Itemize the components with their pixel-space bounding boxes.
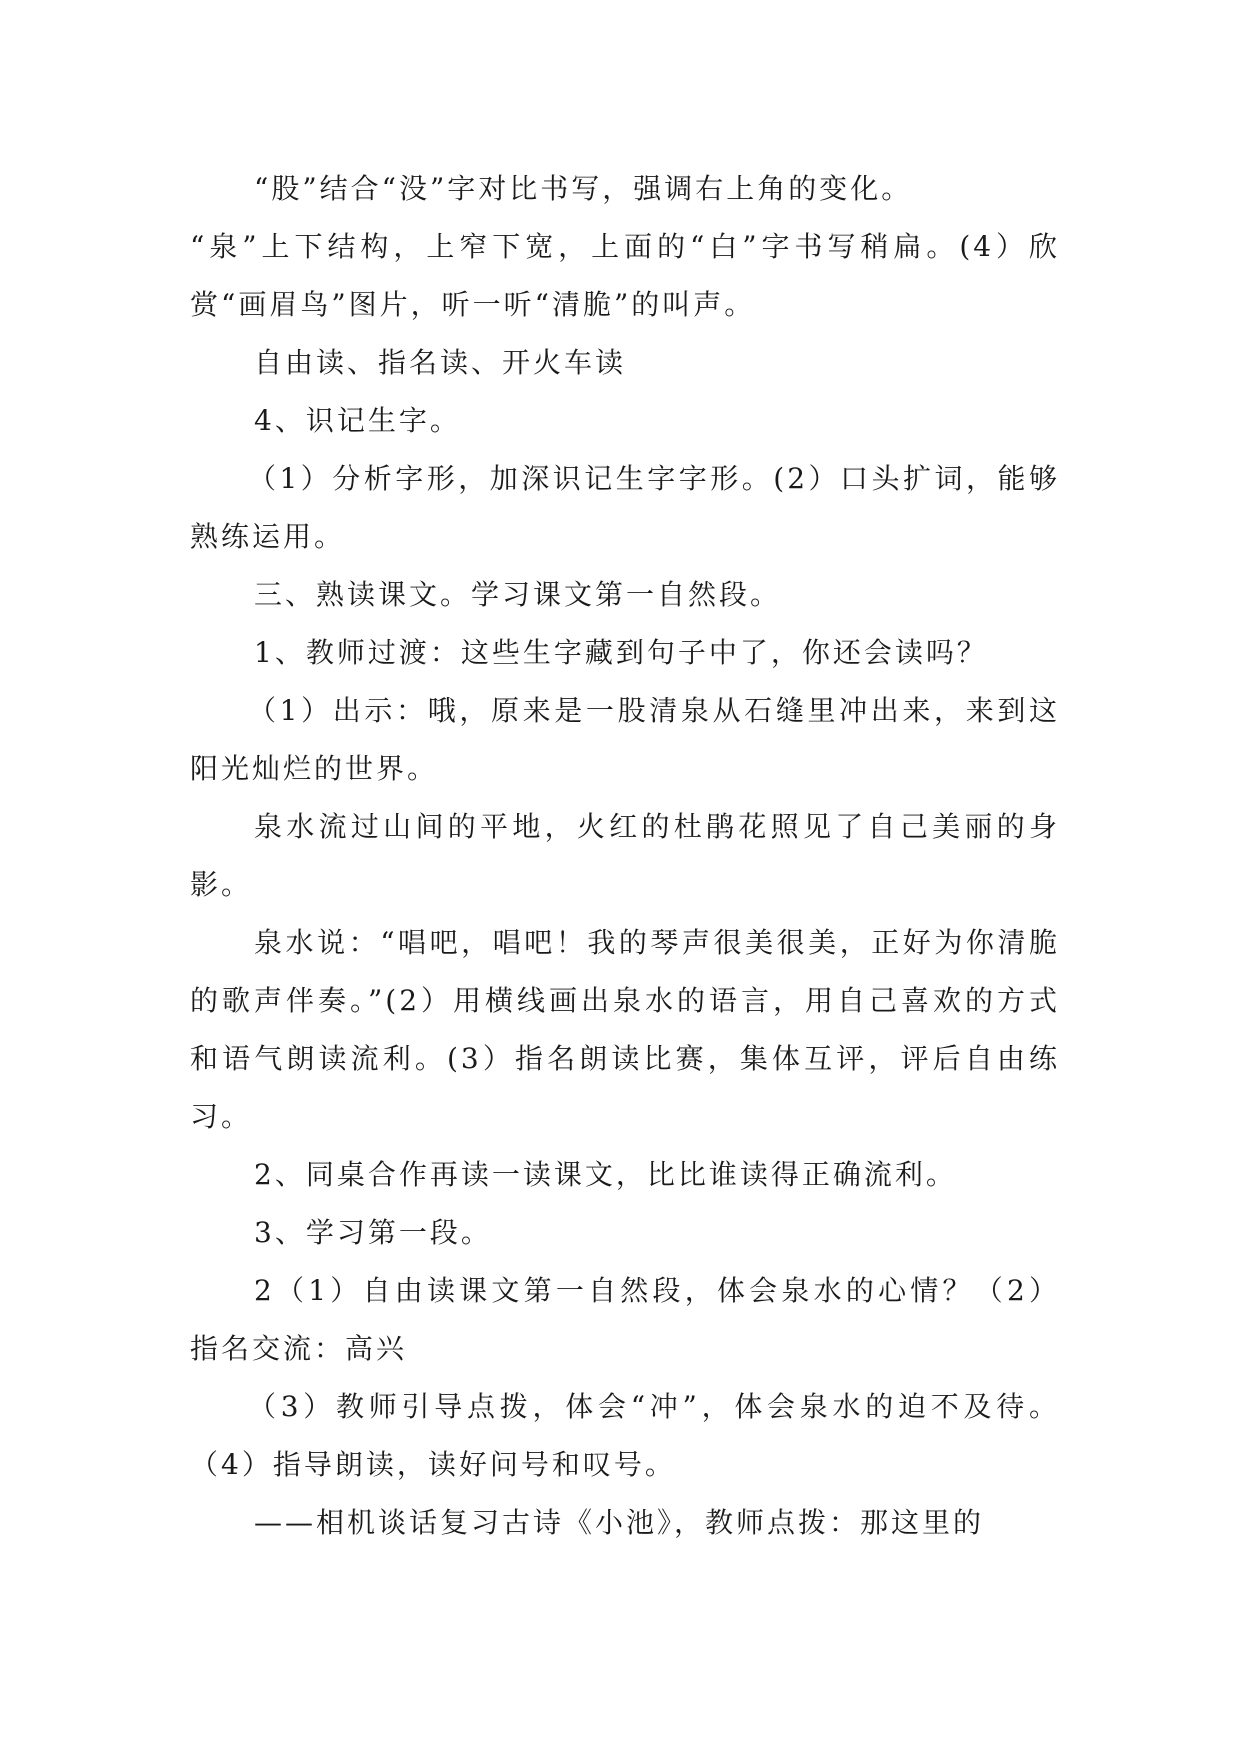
paragraph: （1）分析字形，加深识记生字字形。(2）口头扩词，能够熟练运用。 — [190, 462, 1060, 553]
document-body — [190, 160, 1060, 1552]
paragraph: 泉水说：“唱吧，唱吧！我的琴声很美很美，正好为你清脆的歌声伴奏。”(2）用横线画出泉水的语言，用自己喜欢的方式和语气朗读流利。(3）指名朗读比赛，集体互评，评后自由练习。 — [190, 926, 1060, 1133]
paragraph: （1）出示：哦，原来是一股清泉从石缝里冲出来，来到这阳光灿烂的世界。 — [190, 694, 1060, 785]
paragraph: 3、学习第一段。 — [254, 1216, 492, 1249]
paragraph: （3）教师引导点拨，体会“冲”，体会泉水的迫不及待。（4）指导朗读，读好问号和叹号。 — [190, 1390, 1060, 1481]
paragraph: 三、熟读课文。学习课文第一自然段。 — [254, 578, 782, 611]
paragraph: 1、教师过渡：这些生字藏到句子中了，你还会读吗？ — [254, 636, 988, 669]
paragraph: 泉水流过山间的平地，火红的杜鹃花照见了自己美丽的身影。 — [190, 810, 1060, 901]
paragraph: ——相机谈话复习古诗《小池》，教师点拨：那这里的 — [254, 1506, 985, 1539]
paragraph: “泉”上下结构，上窄下宽，上面的“白”字书写稍扁。(4）欣赏“画眉鸟”图片，听一听“清脆”的叫声。 — [190, 230, 1060, 321]
paragraph: “股”结合“没”字对比书写，强调右上角的变化。 — [254, 172, 913, 205]
paragraph: 自由读、指名读、开火车读 — [254, 346, 627, 379]
paragraph: 4、识记生字。 — [254, 404, 461, 437]
paragraph: 2（1）自由读课文第一自然段，体会泉水的心情？（2）指名交流：高兴 — [190, 1274, 1060, 1365]
paragraph: 2、同桌合作再读一读课文，比比谁读得正确流利。 — [254, 1158, 957, 1191]
